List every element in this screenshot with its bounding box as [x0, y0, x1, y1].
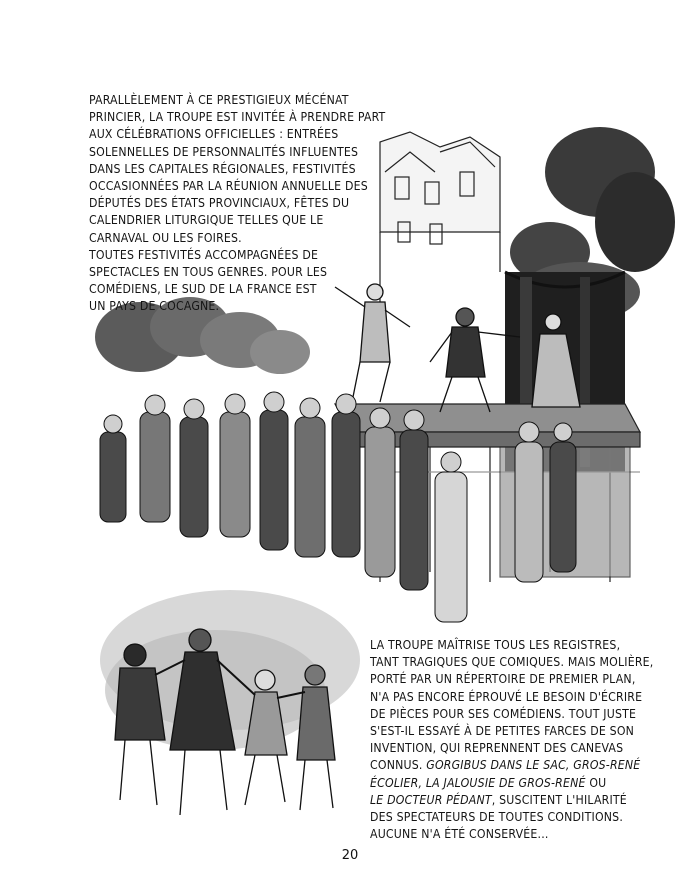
caption-text: CONNUS. [370, 758, 427, 773]
caption-line: SOLENNELLES DE PERSONNALITÉS INFLUENTES [89, 144, 359, 159]
caption-line: TANT TRAGIQUES QUE COMIQUES. MAIS MOLIÈRE, [370, 655, 654, 670]
caption-line: PORTÉ PAR UN RÉPERTOIRE DE PREMIER PLAN, [370, 672, 636, 687]
caption-line: DES SPECTATEURS DE TOUTES CONDITIONS. [370, 810, 624, 825]
caption-line [370, 792, 675, 809]
caption-line: LA TROUPE MAÎTRISE TOUS LES REGISTRES, [370, 638, 621, 652]
caption-line: CARNAVAL OU LES FOIRES. [89, 230, 242, 245]
caption-top [89, 92, 386, 316]
caption-line: COMÉDIENS, LE SUD DE LA FRANCE EST [89, 282, 317, 297]
caption-text: , SUSCITENT L'HILARITÉ [491, 792, 627, 807]
dancers-illustration [95, 580, 365, 850]
caption-line: CALENDRIER LITURGIQUE TELLES QUE LE [89, 213, 324, 228]
caption-line: SPECTACLES EN TOUS GENRES. POUR LES [89, 265, 328, 280]
caption-line: UN PAYS DE COCAGNE. [89, 299, 220, 314]
caption-line: DE PIÈCES POUR SES COMÉDIENS. TOUT JUSTE [370, 706, 637, 721]
caption-bottom [370, 637, 675, 843]
caption-line [370, 757, 675, 774]
caption-line: OCCASIONNÉES PAR LA RÉUNION ANNUELLE DES [89, 179, 368, 194]
page-number: 20 [341, 848, 359, 863]
caption-line: PARALLÈLEMENT À CE PRESTIGIEUX MÉCÉNAT [89, 93, 349, 107]
caption-line: DANS LES CAPITALES RÉGIONALES, FESTIVITÉS [89, 161, 356, 176]
caption-line: PRINCIER, LA TROUPE EST INVITÉE À PRENDRE PART [89, 110, 386, 125]
caption-line: AUX CÉLÉBRATIONS OFFICIELLES : ENTRÉES [89, 127, 339, 142]
caption-line: DÉPUTÉS DES ÉTATS PROVINCIAUX, FÊTES DU [89, 196, 350, 211]
play-title: LE DOCTEUR PÉDANT [370, 792, 492, 807]
caption-line: TOUTES FESTIVITÉS ACCOMPAGNÉES DE [89, 247, 319, 262]
caption-line: N'A PAS ENCORE ÉPROUVÉ LE BESOIN D'ÉCRIRE [370, 689, 643, 704]
caption-line: AUCUNE N'A ÉTÉ CONSERVÉE... [370, 827, 549, 842]
house-drawing [380, 132, 500, 312]
caption-line [370, 775, 675, 792]
caption-line: INVENTION, QUI REPRENNENT DES CANEVAS [370, 741, 624, 756]
caption-line: S'EST-IL ESSAYÉ À DE PETITES FARCES DE SON [370, 724, 635, 739]
play-title: ÉCOLIER, LA JALOUSIE DE GROS-RENÉ [370, 775, 586, 790]
play-title: GORGIBUS DANS LE SAC, GROS-RENÉ [426, 758, 641, 773]
caption-text: OU [585, 775, 607, 790]
